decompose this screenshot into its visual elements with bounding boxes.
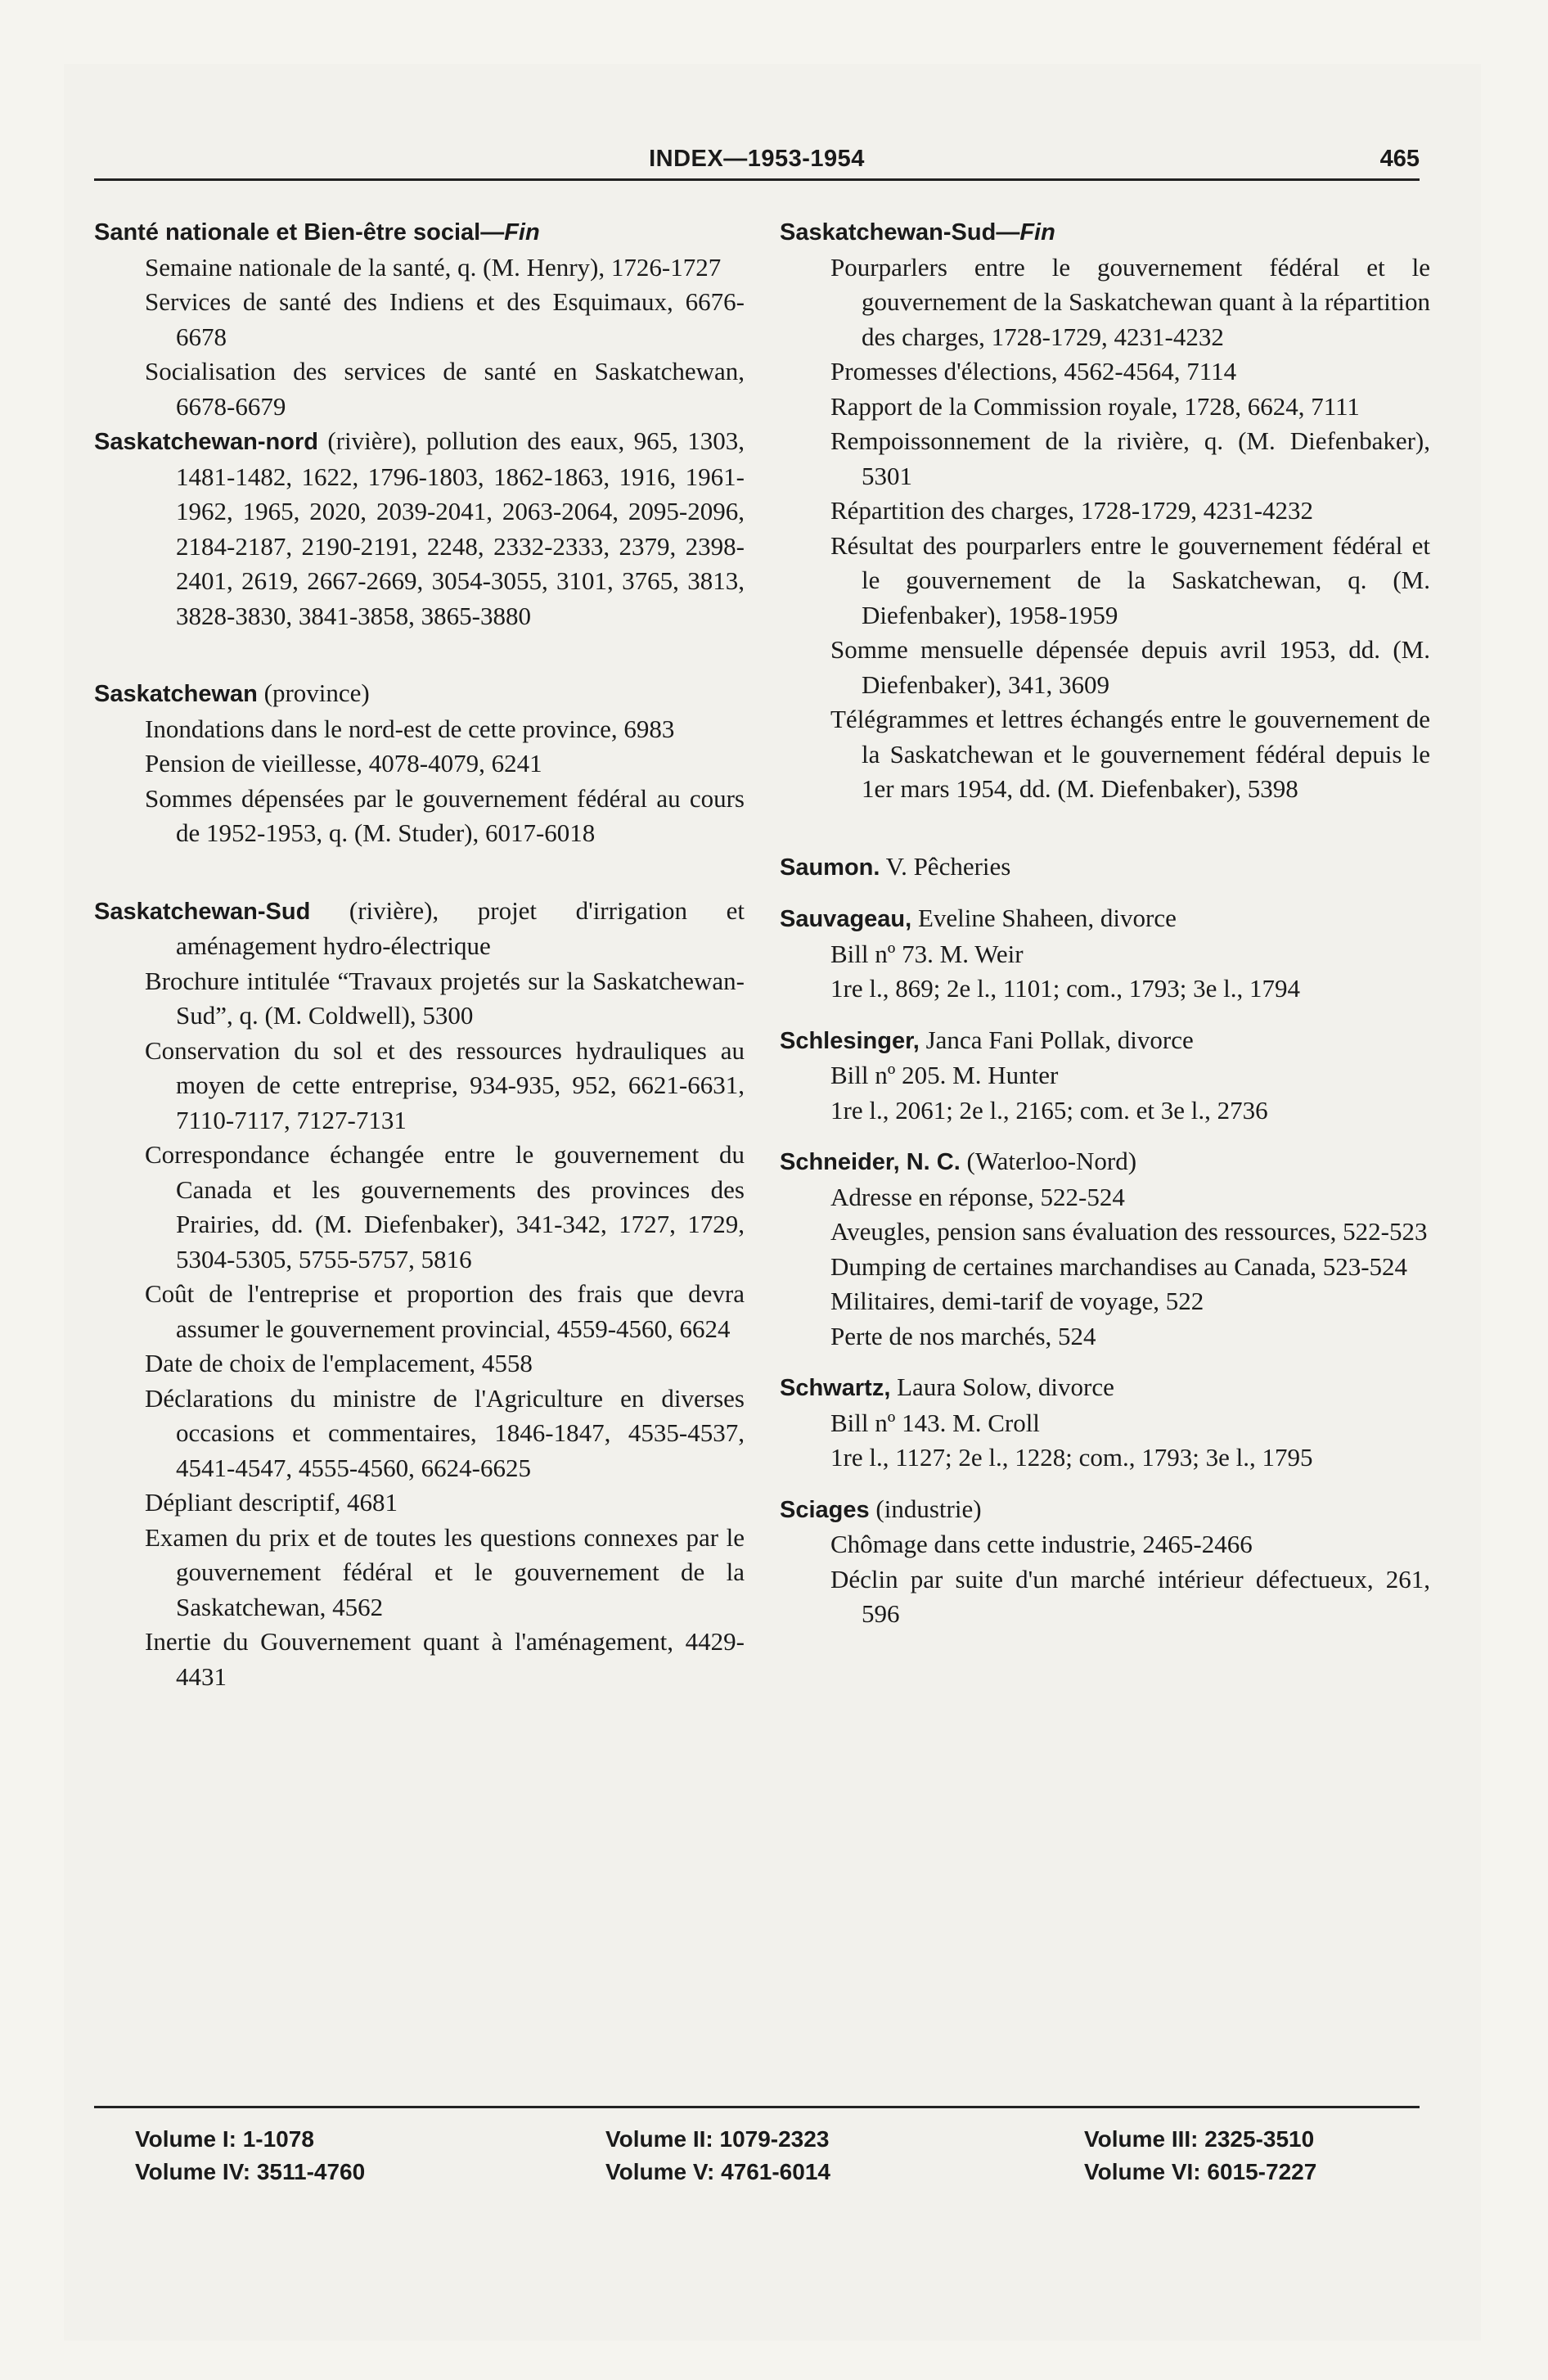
sub-entry: Brochure intitulée “Travaux projetés sur la Saskatchewan-Sud”, q. (M. Coldwell), 5300 xyxy=(145,966,745,1030)
sub-entry: Chômage dans cette industrie, 2465-2466 xyxy=(830,1530,1253,1558)
sub-entry: Sommes dépensées par le gouvernement fédéral au cours de 1952-1953, q. (M. Studer), 6017-6018 xyxy=(145,783,745,847)
entry-heading: Saumon. V. Pêcheries xyxy=(780,851,1011,881)
sub-entry: Socialisation des services de santé en Saskatchewan, 6678-6679 xyxy=(145,357,745,421)
sub-entry: Correspondance échangée entre le gouvernement du Canada et les gouvernements des provinces des Prairies, dd. (M. Diefenbaker), 341-342, 1727, 1729, 5304-5305, 5755-5757, 5816 xyxy=(145,1140,745,1273)
index-entry xyxy=(94,676,745,851)
sub-entry: Date de choix de l'emplacement, 4558 xyxy=(145,1349,533,1377)
sub-entry: Déclin par suite d'un marché intérieur défectueux, 261, 596 xyxy=(830,1564,1430,1628)
volume-range: Volume VI: 6015-7227 xyxy=(1084,2159,1317,2184)
page-title: INDEX—1953-1954 xyxy=(649,146,865,172)
sub-entry: Bill nº 73. M. Weir xyxy=(830,939,1024,968)
entry-heading: Santé nationale et Bien-être social—Fin xyxy=(94,219,540,246)
sub-entry: Résultat des pourparlers entre le gouvernement fédéral et le gouvernement de la Saskatchewan, q. (M. Diefenbaker), 1958-1959 xyxy=(830,530,1430,629)
sub-entry: Inertie du Gouvernement quant à l'aménagement, 4429-4431 xyxy=(145,1627,745,1691)
volume-range: Volume I: 1-1078 xyxy=(135,2126,314,2152)
sub-entry: Pension de vieillesse, 4078-4079, 6241 xyxy=(145,749,542,778)
sub-entry: Somme mensuelle dépensée depuis avril 1953, dd. (M. Diefenbaker), 341, 3609 xyxy=(830,635,1430,699)
left-column xyxy=(94,214,745,1694)
volume-range: Volume V: 4761-6014 xyxy=(605,2159,830,2184)
index-entry xyxy=(94,894,745,1695)
sub-entry: Dépliant descriptif, 4681 xyxy=(145,1488,398,1517)
sub-entry: Conservation du sol et des ressources hydrauliques au moyen de cette entreprise, 934-935, 952, 6621-6631, 7110-7117, 7127-7131 xyxy=(145,1035,745,1134)
sub-entry: 1re l., 1127; 2e l., 1228; com., 1793; 3e l., 1795 xyxy=(830,1443,1313,1472)
sub-entry: Bill nº 205. M. Hunter xyxy=(830,1061,1059,1089)
page-number: 465 xyxy=(1379,146,1420,172)
volume-range: Volume III: 2325-3510 xyxy=(1084,2126,1315,2152)
entry-heading: Schlesinger, Janca Fani Pollak, divorce xyxy=(780,1025,1194,1054)
sub-entry: Inondations dans le nord-est de cette province, 6983 xyxy=(145,714,675,743)
index-entry xyxy=(94,214,745,424)
sub-entry: 1re l., 869; 2e l., 1101; com., 1793; 3e l., 1794 xyxy=(830,974,1300,1003)
running-header xyxy=(94,146,1420,181)
index-entry xyxy=(780,850,1430,886)
sub-entry: 1re l., 2061; 2e l., 2165; com. et 3e l., 2736 xyxy=(830,1095,1268,1125)
index-entry xyxy=(780,214,1430,807)
entry-heading: Sauvageau, Eveline Shaheen, divorce xyxy=(780,904,1177,932)
sub-entry: Dumping de certaines marchandises au Canada, 523-524 xyxy=(830,1251,1408,1281)
entry-heading: Saskatchewan-Sud—Fin xyxy=(780,219,1055,246)
entry-heading: Schneider, N. C. (Waterloo-Nord) xyxy=(780,1147,1137,1175)
sub-entry: Semaine nationale de la santé, q. (M. Henry), 1726-1727 xyxy=(145,252,722,282)
sub-entry: Militaires, demi-tarif de voyage, 522 xyxy=(830,1287,1204,1315)
sub-entry: Rapport de la Commission royale, 1728, 6624, 7111 xyxy=(830,391,1360,421)
index-entry xyxy=(780,1492,1430,1632)
sub-entry: Services de santé des Indiens et des Esquimaux, 6676-6678 xyxy=(145,287,745,351)
sub-entry: Adresse en réponse, 522-524 xyxy=(830,1182,1125,1211)
sub-entry: Rempoissonnement de la rivière, q. (M. Diefenbaker), 5301 xyxy=(830,426,1430,490)
sub-entry: Promesses d'élections, 4562-4564, 7114 xyxy=(830,357,1237,385)
sub-entry: Perte de nos marchés, 524 xyxy=(830,1321,1096,1350)
sub-entry: Bill nº 143. M. Croll xyxy=(830,1408,1040,1437)
sub-entry: Déclarations du ministre de l'Agriculture en diverses occasions et commentaires, 1846-1847, 4535-4537, 4541-4547, 4555-4560, 6624-6625 xyxy=(145,1383,745,1482)
volume-footer xyxy=(94,2106,1420,2184)
index-entry xyxy=(94,424,745,633)
index-entry xyxy=(780,1023,1430,1129)
entry-heading: Saskatchewan (province) xyxy=(94,678,370,707)
entry-heading: Saskatchewan-nord (rivière), pollution des eaux, 965, 1303, 1481-1482, 1622, 1796-1803, 1862-1863, 1916, 1961-1962, 1965, 2020, 2039-2041, 2063-2064, 2095-2096, 2184-2187, 2190-2191, 2248, 2332-2333, 2379, 2398-2401, 2619, 2667-2669, 3054-3055, 3101, 3765, 3813, 3828-3830, 3841-3858, 3865-3880 xyxy=(94,426,745,630)
right-column xyxy=(780,214,1430,1632)
entry-heading: Schwartz, Laura Solow, divorce xyxy=(780,1373,1114,1401)
sub-entry: Télégrammes et lettres échangés entre le gouvernement de la Saskatchewan et le gouvernement fédéral depuis le 1er mars 1954, dd. (M. Diefenbaker), 5398 xyxy=(830,705,1430,803)
entry-heading: Sciages (industrie) xyxy=(780,1494,982,1523)
sub-entry: Examen du prix et de toutes les questions connexes par le gouvernement fédéral et le gouvernement de la Saskatchewan, 4562 xyxy=(145,1522,745,1621)
index-entry xyxy=(780,1144,1430,1354)
entry-heading: Saskatchewan-Sud (rivière), projet d'irrigation et aménagement hydro-électrique xyxy=(94,895,745,960)
sub-entry: Aveugles, pension sans évaluation des ressources, 522-523 xyxy=(830,1217,1428,1246)
volume-range: Volume II: 1079-2323 xyxy=(605,2126,830,2152)
index-entry xyxy=(780,901,1430,1007)
sub-entry: Coût de l'entreprise et proportion des frais que devra assumer le gouvernement provincial, 4559-4560, 6624 xyxy=(145,1279,745,1343)
sub-entry: Pourparlers entre le gouvernement fédéral et le gouvernement de la Saskatchewan quant à la répartition des charges, 1728-1729, 4231-4232 xyxy=(830,252,1430,351)
volume-range: Volume IV: 3511-4760 xyxy=(135,2159,366,2184)
index-entry xyxy=(780,1370,1430,1476)
sub-entry: Répartition des charges, 1728-1729, 4231-4232 xyxy=(830,496,1314,525)
